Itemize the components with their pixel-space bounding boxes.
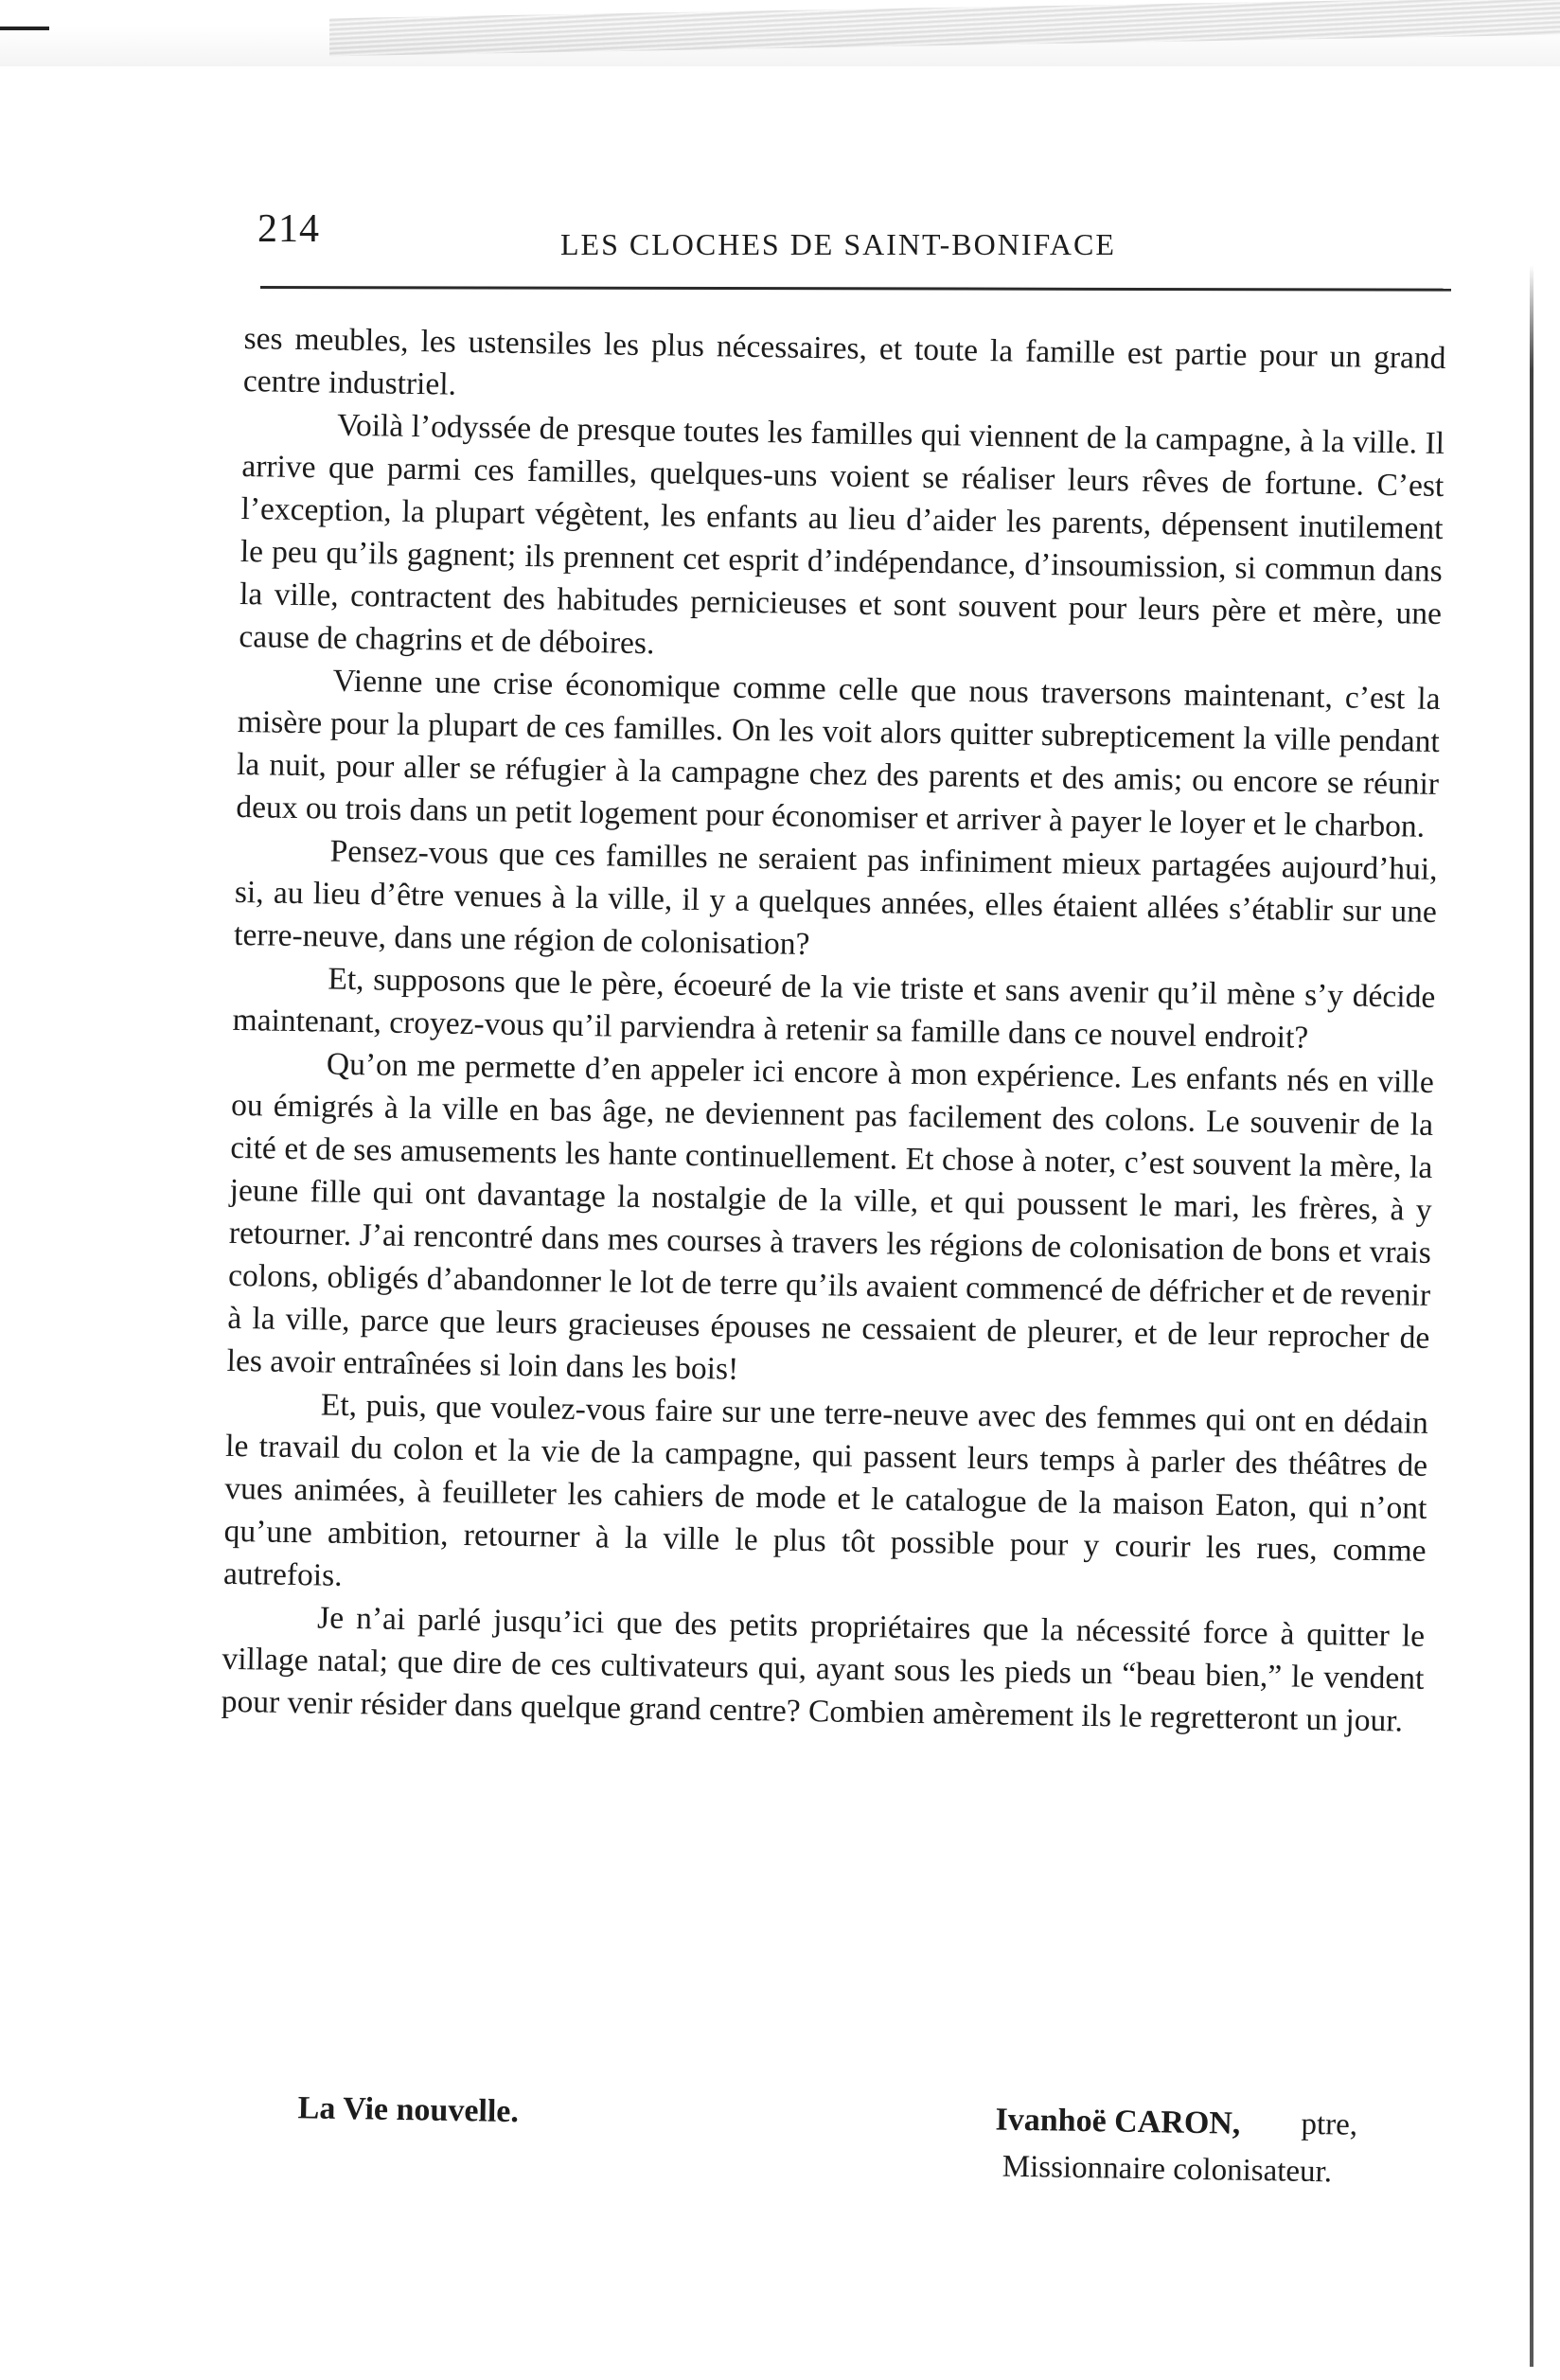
scan-top-edge — [0, 0, 1560, 66]
author-role: Missionnaire colonisateur. — [1002, 2149, 1333, 2190]
paragraph-4: Pensez-vous que ces familles ne seraient pas infiniment mieux partagées aujourd’hui, si, au lieu d’être venues à la ville, il y a quelques années, elles étaient allées s’établir sur une terre-neuve, dans une région de colonisation? — [233, 833, 1438, 962]
running-title: LES CLOCHES DE SAINT-BONIFACE — [560, 227, 1116, 261]
author-name: Ivanhoë CARON, — [995, 2102, 1241, 2141]
signature-block — [282, 2090, 1458, 2224]
source-credit: La Vie nouvelle. — [297, 2090, 520, 2130]
paragraph-6: Qu’on me permette d’en appeler ici encore à mon expérience. Les enfants nés en ville ou émigrés à la ville en bas âge, ne deviennent pas facilement des colons. Le souvenir de la cité et de ses amusements les hante continuellement. Et chose à noter, c’est souvent la mère, la jeune fille qui ont davantage la nostalgie de la ville, et qui poussent le mari, les frères, à y retourner. J’ai rencontré dans mes courses à travers les régions de colonisation de bons et vrais colons, obligés d’abandonner le lot de terre qu’ils avaient commencé de défricher et de revenir à la ville, parce que leurs gracieuses épouses ne cessaient de pleurer, et de leur reprocher de les avoir entraînées si loin dans les bois! — [226, 1046, 1435, 1387]
scan-streak — [329, 0, 1560, 56]
paragraph-3: Vienne une crise économique comme celle que nous traversons maintenant, c’est la misère pour la plupart de ces familles. On les voit alors quitter subrepticement la ville pendant la nuit, pour aller se réfugier à la campagne chez des parents et des amis; ou encore se réunir deux ou trois dans un petit logement pour économiser et arriver à payer le loyer et le charbon. — [236, 663, 1441, 844]
page-header — [257, 206, 1450, 273]
paragraph-8: Je n’ai parlé jusqu’ici que des petits propriétaires que la nécessité force à quitter le village natal; que dire de ces cultivateurs qui, ayant sous les pieds un “beau bien,” le vendent pour venir résider dans quelque grand centre? Combien amèrement ils le regretteront un jour. — [221, 1600, 1426, 1739]
paragraph-7: Et, puis, que voulez-vous faire sur une terre-neuve avec des femmes qui ont en dédain le travail du colon et la vie de la campagne, qui passent leurs temps à parler des théâtres de vues animées, à feuilleter les cahiers de mode et le catalogue de la maison Eaton, qui n’ont qu’une ambition, retourner à la ville le plus tôt possible pour y courir les rues, comme autrefois. — [222, 1387, 1429, 1593]
paragraph-2: Voilà l’odyssée de presque toutes les familles qui viennent de la campagne, à la ville. Il arrive que parmi ces familles, quelques-uns voient se réaliser leurs rêves de fortune. C’est l’exception, la plupart végètent, les enfants au lieu d’aider les parents, dépensent inutilement le peu qu’ils gagnent; ils prennent cet esprit d’indépendance, d’insoumission, si commun dans la ville, contractent des habitudes pernicieuses et sont souvent pour leurs père et mère, une cause de chagrins et de déboires. — [239, 407, 1445, 662]
author-title: ptre, — [1301, 2106, 1358, 2142]
scan-mark — [0, 27, 49, 30]
paragraph-5: Et, supposons que le père, écoeuré de la vie triste et sans avenir qu’il mène s’y décide maintenant, croyez-vous qu’il parviendra à retenir sa famille dans ce nouvel endroit? — [232, 961, 1436, 1056]
page-edge-shadow — [1530, 265, 1533, 2367]
paragraph-1: ses meubles, les ustensiles les plus nécessaires, et toute la famille est partie pour un grand centre industriel. — [242, 320, 1446, 402]
article-body — [221, 317, 1445, 1743]
header-rule — [260, 286, 1451, 292]
page-number: 214 — [257, 207, 320, 251]
